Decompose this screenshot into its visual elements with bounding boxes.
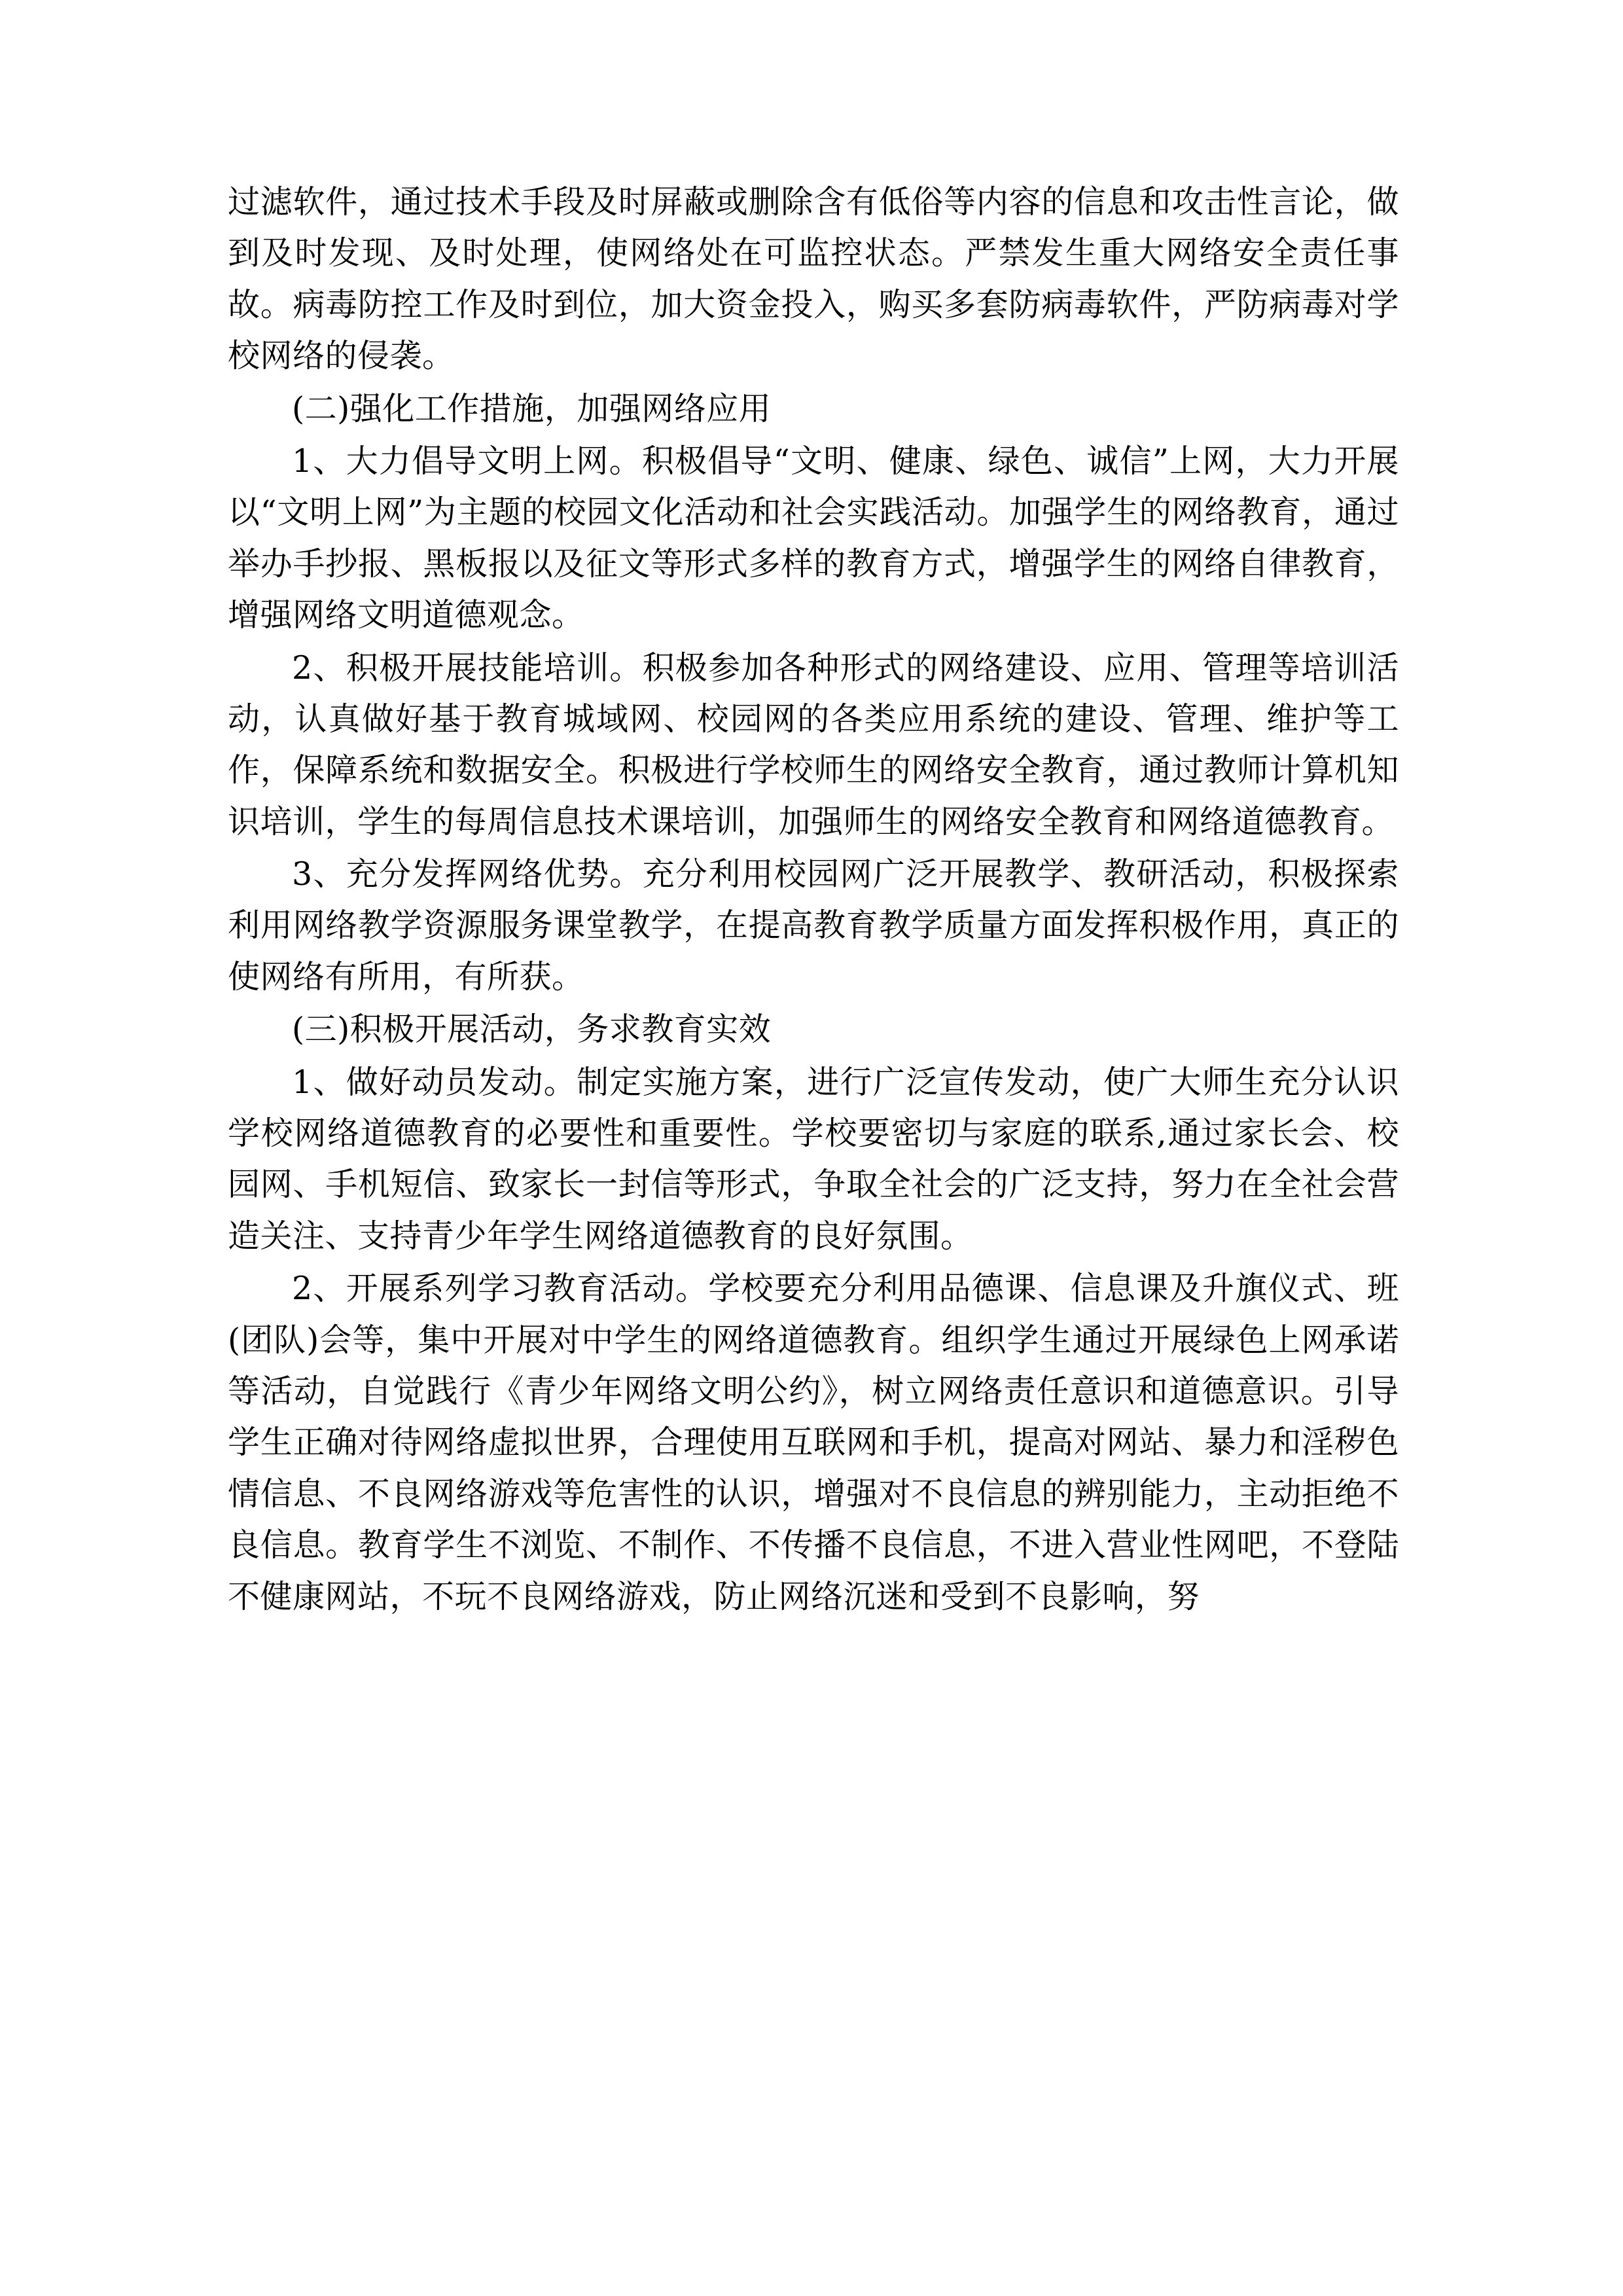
section-heading-two: (二)强化工作措施，加强网络应用 — [292, 389, 772, 427]
paragraph-item-1: 1、大力倡导文明上网。积极倡导“文明、健康、绿色、诚信”上网，大力开展以“文明上网”为主题的校园文化活动和社会实践活动。加强学生的网络教育，通过举办手抄报、黑板报以及征文等形式多样的教育方式，增强学生的网络自律教育，增强网络文明道德观念。 — [228, 442, 1399, 634]
document-body — [228, 177, 1399, 1623]
paragraph-item-2: 2、积极开展技能培训。积极参加各种形式的网络建设、应用、管理等培训活动，认真做好基于教育城域网、校园网的各类应用系统的建设、管理、维护等工作，保障系统和数据安全。积极进行学校师生的网络安全教育，通过教师计算机知识培训，学生的每周信息技术课培训，加强师生的网络安全教育和网络道德教育。 — [228, 649, 1399, 840]
paragraph-continuation: 过滤软件，通过技术手段及时屏蔽或删除含有低俗等内容的信息和攻击性言论，做到及时发现、及时处理，使网络处在可监控状态。严禁发生重大网络安全责任事故。病毒防控工作及时到位，加大资金投入，购买多套防病毒软件，严防病毒对学校网络的侵袭。 — [228, 183, 1399, 375]
section-heading-three: (三)积极开展活动，务求教育实效 — [292, 1011, 772, 1049]
paragraph-item-5: 2、开展系列学习教育活动。学校要充分利用品德课、信息课及升旗仪式、班(团队)会等，集中开展对中学生的网络道德教育。组织学生通过开展绿色上网承诺等活动，自觉践行《青少年网络文明公约》，树立网络责任意识和道德意识。引导学生正确对待网络虚拟世界，合理使用互联网和手机，提高对网站、暴力和淫秽色情信息、不良网络游戏等危害性的认识，增强对不良信息的辨别能力，主动拒绝不良信息。教育学生不浏览、不制作、不传播不良信息，不进入营业性网吧，不登陆不健康网站，不玩不良网络游戏，防止网络沉迷和受到不良影响，努 — [228, 1270, 1400, 1615]
paragraph-item-3: 3、充分发挥网络优势。充分利用校园网广泛开展教学、教研活动，积极探索利用网络教学资源服务课堂教学，在提高教育教学质量方面发挥积极作用，真正的使网络有所用，有所获。 — [228, 855, 1399, 996]
paragraph-item-4: 1、做好动员发动。制定实施方案，进行广泛宣传发动，使广大师生充分认识学校网络道德教育的必要性和重要性。学校要密切与家庭的联系,通过家长会、校园网、手机短信、致家长一封信等形式，争取全社会的广泛支持，努力在全社会营造关注、支持青少年学生网络道德教育的良好氛围。 — [228, 1063, 1399, 1255]
